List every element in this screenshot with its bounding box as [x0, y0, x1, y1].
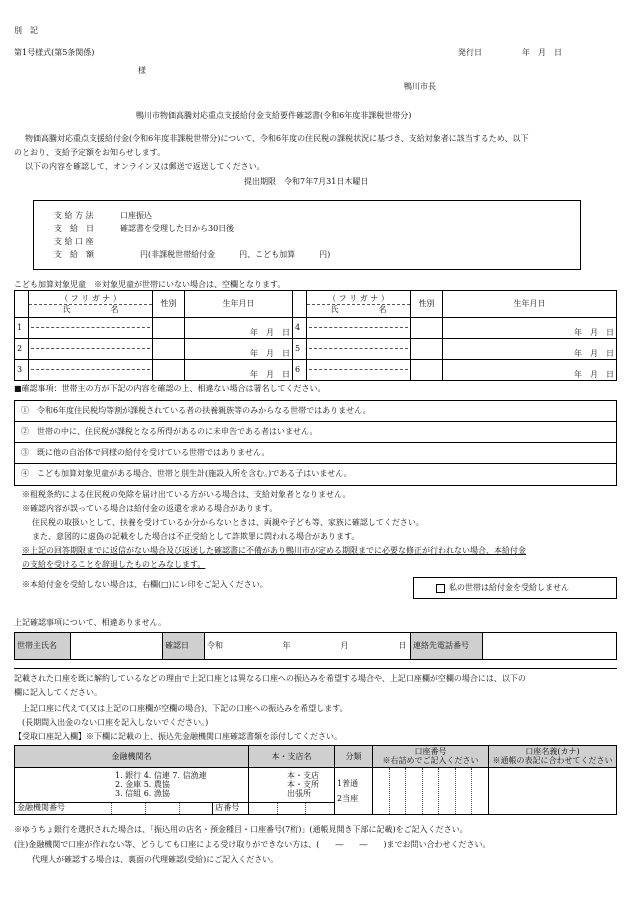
- account-text-4: (長期間入出金のない口座を記入しないでください。): [22, 718, 209, 727]
- month-label: 月: [339, 633, 357, 660]
- divider: [14, 668, 617, 669]
- refuse-checkbox[interactable]: [436, 584, 445, 593]
- birth-field[interactable]: 年 月 日: [443, 318, 617, 339]
- name-header-left: 氏 名: [62, 304, 119, 314]
- furigana-field[interactable]: [31, 320, 150, 328]
- note-tax-treaty: ※租税条約による住民税の免除を届け出ている方がいる場合は、支給対象者となりません。: [22, 490, 351, 499]
- gender-field[interactable]: [411, 318, 443, 339]
- refuse-label: 私の世帯は給付金を受給しません: [449, 583, 569, 592]
- warning-line-1: ※上記の回答期限までに返信がない場合及び返送した確認書に不備があり鴨川市が定める期限までに必要な修正が行われない場合、本給付金: [22, 546, 526, 555]
- furigana-field[interactable]: [309, 362, 408, 370]
- birth-field[interactable]: 年 月 日: [185, 360, 293, 381]
- account-text-2: 欄に記入してください。: [14, 688, 102, 697]
- intro-line-1: 物価高騰対応重点支援給付金(令和6年度非課税世帯分)について、令和6年度の住民税の課税状況に基づき、支給対象者に該当するため、以下: [25, 134, 529, 143]
- signature-table: [14, 632, 617, 660]
- bank-type-option: 1. 銀行 4. 信連 7. 信漁連: [115, 771, 207, 781]
- payment-account-label: 支 給 口 座: [54, 237, 94, 246]
- table-row: [15, 339, 617, 360]
- phone-field[interactable]: [483, 633, 617, 660]
- confirm-item: ① 令和6年度住民税均等割が課税されている者の扶養親族等のみからなる世帯ではありません。: [15, 401, 616, 422]
- account-type-option: 1普通: [337, 778, 359, 788]
- bank-account-table: [14, 745, 617, 815]
- issue-date: 発行日 年 月 日: [458, 48, 562, 57]
- era-label: 令和: [205, 633, 241, 660]
- day-label: 日: [397, 633, 411, 660]
- branch-number-field[interactable]: [249, 802, 335, 814]
- gender-field[interactable]: [411, 339, 443, 360]
- account-holder-header: 口座名義(カナ): [525, 746, 580, 756]
- furigana-header-left: （ フ リ ガ ナ ）: [29, 294, 152, 305]
- footnote-proxy: 代理人が確認する場合は、裏面の代理確認(受給)にご記入ください。: [32, 855, 279, 864]
- payment-amount-value: 円(非課税世帯給付金 円、こども加算 円): [140, 250, 331, 259]
- gender-field[interactable]: [153, 339, 185, 360]
- payment-method-label: 支 給 方 法: [54, 211, 94, 220]
- head-name-field[interactable]: [71, 633, 163, 660]
- account-text-1: 記載された口座を既に解約しているなどの理由で上記口座とは異なる口座への振込みを希望する場合や、上記口座欄が空欄の場合には、以下の: [14, 674, 526, 683]
- birth-field[interactable]: 年 月 日: [185, 318, 293, 339]
- month-field[interactable]: [299, 633, 339, 660]
- birth-header-right: 生年月日: [443, 291, 617, 318]
- branch-header: 本・支店名: [249, 746, 335, 768]
- bank-number-label: 金融機関番号: [17, 802, 65, 812]
- furigana-field[interactable]: [309, 320, 408, 328]
- page-title: 鴨川市物価高騰対応重点支援給付金支給要件確認書(令和6年度非課税世帯分): [136, 111, 412, 120]
- deadline: 提出期限 令和7年7月31日木曜日: [244, 177, 369, 186]
- payment-date-value: 確認書を受理した日から30日後: [120, 224, 235, 233]
- furigana-field[interactable]: [31, 362, 150, 370]
- sign-heading: 上記確認事項について、相違ありません。: [14, 618, 167, 627]
- footnote-yucho: ※ゆうちょ銀行を選択された場合は、「振込用の店名・預金種目・口座番号(7桁)」(通帳見開き下部に記載)をご記入ください。: [14, 825, 468, 834]
- birth-field[interactable]: 年 月 日: [185, 339, 293, 360]
- row-number: 5: [293, 339, 307, 360]
- payment-box: [33, 200, 581, 270]
- table-row: [15, 360, 617, 381]
- row-number: 3: [15, 360, 29, 381]
- gender-header-left: 性別: [153, 291, 185, 318]
- phone-label: 連絡先電話番号: [411, 633, 483, 660]
- year-label: 年: [281, 633, 299, 660]
- note-refund: ※確認内容が誤っている場合は給付金の返還を求める場合があります。: [22, 504, 278, 513]
- betsu-label: 別 記: [14, 26, 38, 35]
- confirm-heading: ■確認事項：世帯主の方が下記の内容を確認の上、相違ない場合は署名してください。: [14, 384, 326, 393]
- payment-date-label: 支 給 日: [54, 224, 94, 233]
- account-type-field[interactable]: [335, 768, 373, 815]
- day-field[interactable]: [357, 633, 397, 660]
- account-type-option: 2当座: [337, 794, 359, 803]
- bank-name-field[interactable]: [15, 768, 249, 803]
- form-number: 第1号様式(第5条関係): [14, 48, 95, 57]
- branch-type-option: 出張所: [287, 789, 311, 799]
- account-number-header: 口座番号: [414, 746, 447, 756]
- row-number: 2: [15, 339, 29, 360]
- account-holder-field[interactable]: [489, 768, 617, 815]
- birth-field[interactable]: 年 月 日: [443, 360, 617, 381]
- confirm-date-label: 確認日: [163, 633, 205, 660]
- payment-amount-label: 支 給 額: [54, 250, 94, 259]
- footnote-no-account: (注)金融機関で口座が作れない等、どうしても口座による受け取りができない方は、( ― ― )までお問い合わせください。: [14, 840, 491, 849]
- confirm-item: ② 世帯の中に、住民税が課税となる所得があるのに未申告である者はいません。: [15, 422, 616, 443]
- furigana-header-right: （ フ リ ガ ナ ）: [307, 294, 410, 305]
- confirm-items-box: [14, 400, 617, 486]
- furigana-field[interactable]: [31, 341, 150, 349]
- bank-type-option: 2. 金庫 5. 農協: [115, 780, 170, 790]
- children-heading: こども加算対象児童 ※対象児童が世帯にいない場合は、空欄となります。: [14, 280, 286, 289]
- confirm-item: ③ 既に他の自治体で同様の給付を受けている世帯ではありません。: [15, 443, 616, 464]
- bank-name-header: 金融機関名: [15, 746, 249, 768]
- branch-number-label: 店番号: [212, 803, 248, 814]
- row-number: 1: [15, 318, 29, 339]
- children-table: [14, 290, 617, 381]
- gender-header-right: 性別: [411, 291, 443, 318]
- intro-line-3: 以下の内容を確認して、オンライン又は郵送で返送してください。: [25, 162, 265, 171]
- branch-type-option: 本・支店: [287, 771, 319, 781]
- year-field[interactable]: [241, 633, 281, 660]
- bank-type-option: 3. 信組 6. 漁協: [115, 789, 170, 799]
- refuse-checkbox-box[interactable]: [413, 577, 617, 599]
- addressee-sama: 様: [138, 66, 146, 75]
- account-number-field[interactable]: [373, 768, 489, 815]
- row-number: 6: [293, 360, 307, 381]
- gender-field[interactable]: [411, 360, 443, 381]
- note-dependents: 住民税の取扱いとして、扶養を受けているか分からないときは、両親や子ども等、家族に確認してください。: [32, 518, 424, 527]
- gender-field[interactable]: [153, 318, 185, 339]
- row-number: 4: [293, 318, 307, 339]
- type-header: 分類: [335, 746, 373, 768]
- table-row: [15, 318, 617, 339]
- payment-method-value: 口座振込: [120, 211, 152, 220]
- branch-type-option: 本・支所: [287, 780, 319, 790]
- refuse-note: ※本給付金を受給しない場合は、右欄(□)にレ印をご記入ください。: [22, 580, 268, 589]
- mayor-name: 鴨川市長: [404, 82, 436, 91]
- note-fraud: また、意図的に虚偽の記載をした場合は不正受給として詐欺罪に問われる場合があります。: [32, 532, 360, 541]
- intro-line-2: のとおり、支給予定額をお知らせします。: [14, 148, 166, 157]
- warning-line-2: の支給を受けることを辞退したものとみなします。: [22, 560, 206, 569]
- confirm-item: ④ こども加算対象児童がある場合、世帯と別生計(施設入所を含む。)である子はいません。: [21, 469, 352, 478]
- furigana-field[interactable]: [309, 341, 408, 349]
- branch-field[interactable]: [249, 768, 335, 803]
- account-text-3: 上記口座に代えて(又は上記の口座欄が空欄の場合)、下記の口座への振込みを希望します。: [22, 704, 348, 713]
- birth-field[interactable]: 年 月 日: [443, 339, 617, 360]
- name-header-right: 氏 名: [330, 304, 387, 314]
- account-holder-subheader: ※通帳の表記に合わせてください: [492, 755, 613, 765]
- head-name-label: 世帯主氏名: [15, 633, 71, 660]
- account-number-subheader: ※右詰めでご記入ください: [382, 755, 479, 765]
- gender-field[interactable]: [153, 360, 185, 381]
- account-text-5: 【受取口座記入欄】※下欄に記載の上、振込先金融機関口座確認書類を添付してください。: [14, 732, 342, 741]
- birth-header-left: 生年月日: [185, 291, 293, 318]
- bank-number-field[interactable]: [111, 803, 145, 814]
